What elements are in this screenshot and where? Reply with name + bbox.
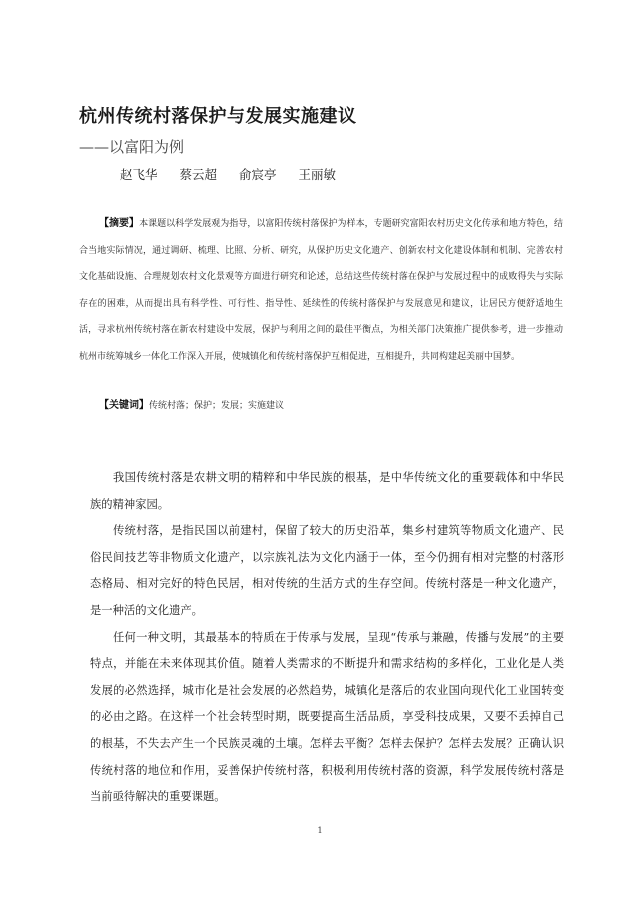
page-number: 1 — [317, 826, 323, 835]
body-text — [90, 465, 564, 811]
author-name: 俞宸亭 — [239, 167, 277, 182]
author-name: 王丽敏 — [298, 167, 337, 182]
author-list — [120, 165, 354, 183]
body-paragraph: 任何一种文明，其最基本的特质在于传承与发展，呈现“传承与兼融，传播与发展”的主要特点，并能在未来体现其价值。随着人类需求的不断提升和需求结构的多样化，工业化是人类发展的必然选择，城市化是社会发展的必然趋势，城镇化是落后的农业国向现代化工业国转变的必由之路。在这样一个社会转型时期，既要提高生活品质，享受科技成果，又要不丢掉自己的根基，不失去产生一个民族灵魂的土壤。怎样去平衡？怎样去保护？怎样去发展？正确认识传统村落的地位和作用，妥善保护传统村落，积极利用传统村落的资源，科学发展传统村落是当前亟待解决的重要课题。 — [90, 630, 564, 804]
document-subtitle: ——以富阳为例 — [79, 138, 185, 156]
keywords — [99, 396, 284, 411]
author-name: 蔡云超 — [179, 167, 218, 182]
body-paragraph: 我国传统村落是农耕文明的精粹和中华民族的根基，是中华传统文化的重要载体和中华民族的精神家园。 — [90, 471, 564, 511]
document-title: 杭州传统村落保护与发展实施建议 — [79, 106, 357, 127]
body-paragraph: 传统村落，是指民国以前建村，保留了较大的历史沿革，集乡村建筑等物质文化遗产、民俗民间技艺等非物质文化遗产，以宗族礼法为文化内涵于一体，至今仍拥有相对完整的村落形态格局、相对完好的特色民居，相对传统的生活方式的生存空间。传统村落是一种文化遗产，是一种活的文化遗产。 — [90, 524, 564, 617]
author-name: 赵飞华 — [120, 167, 158, 182]
abstract-text: 本课题以科学发展观为指导，以富阳传统村落保护为样本，专题研究富阳农村历史文化传承和地方特色，结合当地实际情况，通过调研、梳理、比照、分析、研究，从保护历史文化遗产、创新农村文化建设体制和机制、完善农村文化基础设施、合理规划农村文化景观等方面进行研究和论述，总结这些传统村落在保护与发展过程中的成败得失与实际存在的困难，从而提出具有科学性、可行性、指导性、延续性的传统村落保护与发展意见和建议，让居民方便舒适地生活，寻求杭州传统村落在新农村建设中发展，保护与利用之间的最佳平衡点，为相关部门决策推广提供参考，进一步推动杭州市统筹城乡一体化工作深入开展，使城镇化和传统村落保护互相促进，互相提升，共同构建起美丽中国梦。 — [79, 219, 564, 362]
abstract — [79, 211, 563, 370]
keywords-label: 【关键词】 — [99, 400, 149, 411]
abstract-label: 【摘要】 — [99, 218, 140, 229]
keywords-text: 传统村落；保护；发展；实施建议 — [149, 401, 285, 411]
